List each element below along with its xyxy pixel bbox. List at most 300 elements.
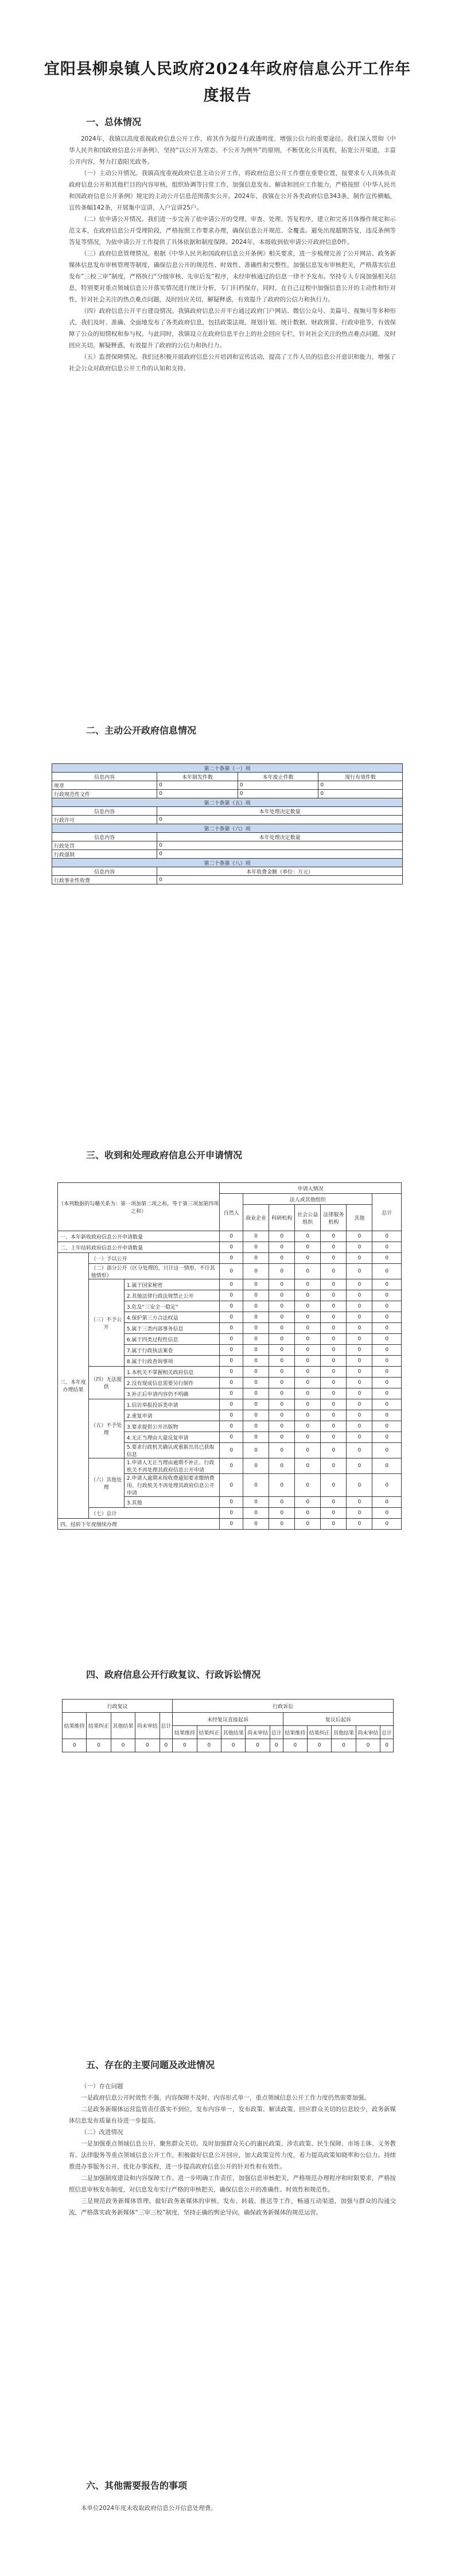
table-cell: 0 xyxy=(243,1458,269,1474)
section-6-body xyxy=(69,2503,396,2514)
table-cell: 0 xyxy=(347,1432,372,1443)
review-litigation-table xyxy=(62,1699,394,1752)
row-item-label: 5.要求行政机关确认或重新出具已获取信息 xyxy=(124,1443,219,1458)
row-item-label: 8.属于行政查询事项 xyxy=(124,1356,219,1367)
table-cell: 0 xyxy=(269,1410,295,1421)
table-cell: 0 xyxy=(243,1345,269,1356)
table-cell: 0 xyxy=(321,1356,347,1367)
table-cell: 0 xyxy=(220,1443,243,1458)
table-cell: 0 xyxy=(372,1432,402,1443)
table-cell: 0 xyxy=(321,1474,347,1497)
table-cell: 0 xyxy=(372,1279,402,1290)
table-cell: 0 xyxy=(269,1231,295,1242)
paragraph: 一是加强重点领域信息公开，聚焦群众关切。及时加强群众关心的惠民政策、涉农政策、民生保障、市场主体、义务教育、法律服务等重点领域信息公开工作，积极做好信息公开回应，加大政策宣传力度，着力提高政策知晓率和公信力。持续推进办事服务公开，优化办事流程，进一步提高政府信息公开的针对性和有效性。 xyxy=(69,2140,396,2170)
table-cell: 0 xyxy=(321,1421,347,1432)
table-cell: 0 xyxy=(372,1345,402,1356)
row-item-label: 7.属于行政执法案卷 xyxy=(124,1345,219,1356)
column-header: 其他结果 xyxy=(111,1713,135,1739)
table-cell: 0 xyxy=(243,1334,269,1345)
table-row xyxy=(58,1399,402,1410)
row-item-label: 3.其他 xyxy=(124,1497,219,1508)
table-cell: 0 xyxy=(220,1410,243,1421)
column-header: 结果纠正 xyxy=(87,1713,111,1739)
row-item-label: 1.信访举报投诉类申请 xyxy=(124,1399,219,1410)
table-cell: 0 xyxy=(347,1242,372,1253)
table-cell: 0 xyxy=(321,1508,347,1519)
table-cell: 0 xyxy=(321,1312,347,1323)
column-header: 总计 xyxy=(160,1713,173,1739)
section-6-heading: 六、其他需要报告的事项 xyxy=(86,2480,188,2491)
table-cell: 0 xyxy=(321,1290,347,1301)
table-cell: 0 xyxy=(347,1378,372,1388)
table-cell: 0 xyxy=(372,1356,402,1367)
table-cell: 0 xyxy=(220,1519,243,1530)
table-cell: 0 xyxy=(347,1367,372,1378)
table-cell: 0 xyxy=(243,1231,269,1242)
paragraph: 二是加强制度建设和内容保障工作。进一步明确工作责任，加强信息审核把关，严格规范办理程序和时限要求，严格按照信息审核发布制度，对信息发布实行严格的审核把关，确保信息公开的准确性、时效性和规范性。 xyxy=(69,2175,396,2193)
table-cell: 0 xyxy=(295,1264,321,1279)
paragraph: （五）监督保障情况。我们还积极开展政府信息公开培训和宣传活动，提高了工作人员的信息公开意识和能力，增强了社会公众对政府信息公开工作的认知和支持。 xyxy=(69,354,396,372)
paragraph: （三）政府信息管理情况。根据《中华人民共和国政府信息公开条例》相关要求，进一步梳理完善了公开网站、政务新媒体信息发布审核管理等制度，确保信息公开的规范性、时效性、准确性和完整性。加强信息发布审核把关，严格落实信息发布“三校三审”制度，严格执行“分级审核、先审后发”程序，未经审核通过的信息一律不予发布。坚持专人专岗加强相关信息，特别要对重点领域信息公开落实情况进行统计分析，专门归档保存，同时，在自己过程中加强信息公开的主动性和针对性，针对社会关注的热点难点问题，及时回应关切，解疑释惑，有效提升了政府的公信力和执行力。 xyxy=(69,250,396,303)
row-item-label: 3.补正后申请内容仍不明确 xyxy=(124,1388,219,1399)
table-row xyxy=(58,1242,402,1253)
column-header: 科研机构 xyxy=(269,1205,295,1231)
column-header: 结果维持 xyxy=(173,1726,197,1739)
table-cell: 0 xyxy=(321,1231,347,1242)
natural-person-header: 自然人 xyxy=(220,1194,243,1231)
table-cell: 0 xyxy=(295,1301,321,1312)
table-cell: 0 xyxy=(269,1432,295,1443)
table-cell: 0 xyxy=(243,1312,269,1323)
table-cell: 0 xyxy=(269,1443,295,1458)
table-cell: 0 xyxy=(220,1323,243,1334)
column-header: 总计 xyxy=(270,1726,283,1739)
table-cell: 0 xyxy=(243,1443,269,1458)
table-cell: 0 xyxy=(321,1345,347,1356)
section-1-heading: 一、总体情况 xyxy=(86,117,142,127)
table-cell: 0 xyxy=(347,1388,372,1399)
column-header: 信息内容 xyxy=(52,807,157,816)
table-cell: 0 xyxy=(321,1497,347,1508)
table-cell: 行政事业性收费 xyxy=(52,876,157,884)
table-cell: 0 xyxy=(332,1739,356,1752)
table-cell: 0 xyxy=(243,1253,269,1264)
column-header: 信息内容 xyxy=(52,867,157,876)
table-cell: 0 xyxy=(380,1739,394,1752)
table-cell: 0 xyxy=(347,1410,372,1421)
table-cell: 0 xyxy=(269,1279,295,1290)
table-row xyxy=(58,1264,402,1279)
row-subgroup-label: （四）无法提供 xyxy=(88,1367,124,1399)
table-cell: 0 xyxy=(111,1739,135,1752)
table-cell: 0 xyxy=(220,1432,243,1443)
table-cell: 0 xyxy=(372,1508,402,1519)
proactive-disclosure-table xyxy=(52,763,403,884)
table-cell: 0 xyxy=(347,1323,372,1334)
table-cell: 0 xyxy=(347,1312,372,1323)
after-review-header: 复议后起诉 xyxy=(283,1713,393,1726)
table-cell: 0 xyxy=(372,1253,402,1264)
table-cell: 0 xyxy=(220,1264,243,1279)
table-cell: 0 xyxy=(243,1367,269,1378)
section-5-body xyxy=(69,2081,396,2218)
table-cell: 0 xyxy=(220,1508,243,1519)
table-cell: 0 xyxy=(321,1410,347,1421)
table-cell: 0 xyxy=(347,1345,372,1356)
table-cell: 0 xyxy=(295,1443,321,1458)
table-cell: 0 xyxy=(220,1388,243,1399)
table-cell: 0 xyxy=(246,1739,270,1752)
table-cell: 0 xyxy=(269,1367,295,1378)
row-item-label: 5.属于三类内部事务信息 xyxy=(124,1323,219,1334)
table-cell: 0 xyxy=(157,781,238,790)
table-corner-note: （本列数据的勾稽关系为：第一项加第二项之和，等于第三项加第四项之和） xyxy=(58,1183,220,1231)
applicant-header: 申请人情况 xyxy=(220,1183,402,1194)
table-cell: 0 xyxy=(372,1378,402,1388)
paragraph: （一）主动公开情况。我镇高度重视政府信息主动公开工作，将政府信息公开工作摆在重要位置，按要求专人具体负责政府信息公开和其他栏目的内容审核，组织协调等日常工作，加强信息发布、解读和回应工作能力，严格按照《中华人民共和国政府信息公开条例》规定的主动公开信息范围落实公开。2024年，我镇在公开各类政府信息343条，制作宣传横幅，宣传条幅142条，开展集中宣讲，入户宣讲25户。 xyxy=(69,170,396,211)
table-cell: 0 xyxy=(372,1323,402,1334)
table-cell: 0 xyxy=(157,876,403,884)
table-cell: 0 xyxy=(347,1458,372,1474)
row-label: 四、结转下年度继续办理 xyxy=(58,1519,220,1530)
row-item-label: 1.本机关不掌握相关政府信息 xyxy=(124,1367,219,1378)
table-cell: 0 xyxy=(220,1301,243,1312)
table-cell: 0 xyxy=(243,1264,269,1279)
table-cell: 0 xyxy=(220,1399,243,1410)
column-header: 尚未审结 xyxy=(356,1726,380,1739)
table-cell: 0 xyxy=(372,1367,402,1378)
row-item-label: 3.危及“三安全一稳定” xyxy=(124,1301,219,1312)
table-cell: 0 xyxy=(220,1345,243,1356)
table-cell: 0 xyxy=(135,1739,160,1752)
table-cell: 0 xyxy=(372,1410,402,1421)
table-row xyxy=(58,1253,402,1264)
row-item-label: 1.申请人无正当理由逾期不补正、行政机关不再处理其政府信息公开申请 xyxy=(124,1458,219,1474)
column-header: 信息内容 xyxy=(52,833,157,841)
column-header: 社会公益组织 xyxy=(295,1205,321,1231)
table-cell: 0 xyxy=(321,1458,347,1474)
column-header: 结果维持 xyxy=(63,1713,87,1739)
table-cell: 0 xyxy=(197,1739,221,1752)
row-subgroup-label: （五）不予处理 xyxy=(88,1399,124,1458)
table-row xyxy=(58,1279,402,1290)
table-cell: 0 xyxy=(295,1497,321,1508)
table-cell: 0 xyxy=(347,1356,372,1367)
total-header: 总计 xyxy=(372,1194,402,1231)
table-cell: 0 xyxy=(269,1334,295,1345)
table-cell: 0 xyxy=(372,1497,402,1508)
table-cell: 0 xyxy=(347,1253,372,1264)
row-label: 二、上年结转政府信息公开申请数量 xyxy=(58,1242,220,1253)
table-cell: 0 xyxy=(269,1388,295,1399)
table-cell: 0 xyxy=(269,1458,295,1474)
table-cell: 0 xyxy=(372,1474,402,1497)
table-cell: 0 xyxy=(243,1356,269,1367)
table-cell: 0 xyxy=(372,1443,402,1458)
row-subgroup-label: （六）其他处理 xyxy=(88,1458,124,1508)
table-cell: 0 xyxy=(321,1388,347,1399)
table-cell: 行政处罚 xyxy=(52,841,157,850)
row-item-label: 6.属于四类过程性信息 xyxy=(124,1334,219,1345)
paragraph: 三是规范政务新媒体管理。做好政务新媒体的审核、发布、转载、推送等工作，畅通互动渠道，加强与群众的沟通交流，严格落实政务新媒体“三审三校”制度，坚持正确的舆论导向，确保政务新媒体的规范运营。 xyxy=(69,2198,396,2216)
table-cell: 0 xyxy=(220,1253,243,1264)
paragraph: （二）依申请公开情况。我们进一步完善了依申请公开的受理、审查、处理、答复程序，建立和完善具体操作规定和示范文本，在政府信息公开受理阶段，严格按照工作要求办理，确保信息公开规范、全覆盖。避免出现超期答复，违反条例等答复等情况，为依申请公开工作提供了具体依据和制度保障。2024年，本级收到依申请公开政府信息0件。 xyxy=(69,216,396,246)
row-item-label: 2.重复申请 xyxy=(124,1410,219,1421)
table-cell: 0 xyxy=(269,1508,295,1519)
table-cell: 0 xyxy=(157,790,238,798)
table-cell: 0 xyxy=(295,1312,321,1323)
table-cell: 0 xyxy=(220,1231,243,1242)
table-cell: 0 xyxy=(238,790,318,798)
table-cell: 0 xyxy=(243,1290,269,1301)
table-cell: 0 xyxy=(372,1334,402,1345)
table-cell: 0 xyxy=(220,1367,243,1378)
column-header: 结果维持 xyxy=(283,1726,307,1739)
table-cell: 0 xyxy=(220,1279,243,1290)
table-cell: 0 xyxy=(220,1334,243,1345)
row-item-label: 2.没有现成信息需要另行制作 xyxy=(124,1378,219,1388)
row-item-label: 2.申请人逾期未按收费通知要求缴纳费用、行政机关不再处理其政府信息公开申请 xyxy=(124,1474,219,1497)
table-cell: 0 xyxy=(173,1739,197,1752)
table-cell: 0 xyxy=(269,1519,295,1530)
table-cell: 0 xyxy=(295,1474,321,1497)
column-header: 商业企业 xyxy=(243,1205,269,1231)
table-cell: 0 xyxy=(321,1279,347,1290)
table-cell: 0 xyxy=(295,1323,321,1334)
table-cell: 0 xyxy=(295,1519,321,1530)
table-cell: 0 xyxy=(347,1421,372,1432)
table-cell: 0 xyxy=(220,1290,243,1301)
table-cell: 0 xyxy=(295,1242,321,1253)
table-cell: 行政强制 xyxy=(52,850,157,859)
column-header: 其他 xyxy=(347,1205,372,1231)
row-subgroup-label: （一）予以公开 xyxy=(88,1253,220,1264)
table-cell: 0 xyxy=(372,1264,402,1279)
table-cell: 0 xyxy=(157,841,403,850)
column-header: 其他结果 xyxy=(221,1726,246,1739)
table-cell: 0 xyxy=(269,1290,295,1301)
table-cell: 0 xyxy=(269,1301,295,1312)
table-cell: 0 xyxy=(295,1290,321,1301)
table-cell: 0 xyxy=(347,1264,372,1279)
table-cell: 0 xyxy=(243,1242,269,1253)
column-header: 本年废止件数 xyxy=(238,773,318,781)
table-cell: 0 xyxy=(372,1421,402,1432)
table-cell: 0 xyxy=(295,1279,321,1290)
table-cell: 0 xyxy=(347,1290,372,1301)
table-cell: 0 xyxy=(347,1519,372,1530)
table-cell: 0 xyxy=(270,1739,283,1752)
table-cell: 0 xyxy=(347,1508,372,1519)
table-cell: 0 xyxy=(372,1388,402,1399)
column-header: 现行有效件数 xyxy=(318,773,403,781)
table-cell: 0 xyxy=(295,1231,321,1242)
table-cell: 0 xyxy=(295,1253,321,1264)
table-cell: 0 xyxy=(321,1432,347,1443)
column-header: 结果纠正 xyxy=(197,1726,221,1739)
table-cell: 0 xyxy=(243,1474,269,1497)
table-row xyxy=(58,1458,402,1474)
table-row xyxy=(58,1367,402,1378)
table-cell: 0 xyxy=(269,1399,295,1410)
table-row xyxy=(58,1231,402,1242)
paragraph: （四）政府信息公开平台建设情况。我镇政府信息公开平台通过政府门户网站、微信公众号、美篇号、视频号等多种形式，我们及时、准确、全面地发布了各类政府信息，包括政策法规、规划计划、统计数据、财政预算、行政审批等，有效保障了公众的知情权和参与权。与此同时，我镇设立在政府信息平台上的社会回应专栏，针对社会关注的热点难点问题，及时回应关切，解疑释惑，有效提升了政府的公信力和执行力。 xyxy=(69,308,396,349)
table-cell: 0 xyxy=(220,1458,243,1474)
litigation-header: 行政诉讼 xyxy=(173,1700,394,1713)
table-cell: 0 xyxy=(321,1378,347,1388)
table-cell: 0 xyxy=(372,1312,402,1323)
table-cell: 行政许可 xyxy=(52,816,157,824)
table-cell: 0 xyxy=(321,1301,347,1312)
table-cell: 0 xyxy=(295,1421,321,1432)
column-header: 本年收费金额（单位：万元） xyxy=(157,867,403,876)
table-cell: 0 xyxy=(243,1508,269,1519)
table-cell: 0 xyxy=(321,1519,347,1530)
table-cell: 0 xyxy=(157,816,403,824)
table-cell: 0 xyxy=(243,1410,269,1421)
table-cell: 0 xyxy=(321,1242,347,1253)
application-handling-table xyxy=(57,1182,402,1530)
table-cell: 0 xyxy=(347,1497,372,1508)
section-1-body xyxy=(69,133,396,374)
table-cell: 0 xyxy=(221,1739,246,1752)
table-cell: 0 xyxy=(220,1356,243,1367)
table-cell: 0 xyxy=(372,1458,402,1474)
table-cell: 0 xyxy=(347,1334,372,1345)
table-cell: 0 xyxy=(318,790,403,798)
table-cell: 0 xyxy=(347,1231,372,1242)
table-cell: 0 xyxy=(269,1264,295,1279)
table-cell: 0 xyxy=(321,1334,347,1345)
row-subgroup-label: （三）不予公开 xyxy=(88,1279,124,1367)
paragraph: 2024年，我镇以高度重视政府信息公开工作，将其作为提升行政透明度、增强公信力的重要途径。我们深入贯彻《中华人民共和国政府信息公开条例》，坚持“以公开为常态、不公开为例外”的原则，不断优化公开流程，拓宽公开渠道，丰富公开内容，努力打造阳光政务。 xyxy=(69,135,396,165)
table-section-header: 第二十条第（一）项 xyxy=(52,764,403,773)
table-cell: 0 xyxy=(295,1334,321,1345)
paragraph: 二是政务新媒体运营监管责任落实不到位，发布内容单一，发布政策、解读政策、回应群众关切的信息较少，政务新媒体信息发布质量有待进一步提高。 xyxy=(69,2106,396,2124)
table-cell: 0 xyxy=(243,1301,269,1312)
table-cell: 0 xyxy=(318,781,403,790)
table-cell: 0 xyxy=(243,1497,269,1508)
table-cell: 0 xyxy=(372,1399,402,1410)
section-5-heading: 五、存在的主要问题及改进情况 xyxy=(86,2059,215,2070)
section-2-heading: 二、主动公开政府信息情况 xyxy=(86,725,197,736)
table-cell: 0 xyxy=(269,1312,295,1323)
table-section-header: 第二十条第（八）项 xyxy=(52,859,403,867)
paragraph: 本单位2024年度未收取政府信息公开信息处理费。 xyxy=(81,2505,217,2512)
table-cell: 0 xyxy=(356,1739,380,1752)
table-cell: 0 xyxy=(372,1290,402,1301)
table-cell: 0 xyxy=(295,1399,321,1410)
row-item-label: 1.属于国家秘密 xyxy=(124,1279,219,1290)
table-cell: 0 xyxy=(220,1312,243,1323)
row-item-label: 2.其他法律行政法规禁止公开 xyxy=(124,1290,219,1301)
table-cell: 0 xyxy=(243,1421,269,1432)
table-cell: 0 xyxy=(269,1497,295,1508)
column-header: 信息内容 xyxy=(52,773,157,781)
table-cell: 0 xyxy=(295,1378,321,1388)
direct-suit-header: 未经复议直接起诉 xyxy=(173,1713,283,1726)
table-cell: 0 xyxy=(372,1301,402,1312)
column-header: 本年处理决定数量 xyxy=(157,807,403,816)
table-cell: 0 xyxy=(220,1378,243,1388)
column-header: 其他结果 xyxy=(332,1726,356,1739)
table-cell: 0 xyxy=(220,1242,243,1253)
table-cell: 0 xyxy=(238,781,318,790)
table-row xyxy=(58,1519,402,1530)
table-cell: 0 xyxy=(220,1497,243,1508)
row-group-label: 三、本年度办理结果 xyxy=(58,1253,89,1519)
table-cell: 0 xyxy=(269,1421,295,1432)
section-4-heading: 四、政府信息公开行政复议、行政诉讼情况 xyxy=(86,1669,261,1680)
table-cell: 0 xyxy=(87,1739,111,1752)
table-cell: 0 xyxy=(283,1739,307,1752)
table-cell: 0 xyxy=(295,1508,321,1519)
table-cell: 0 xyxy=(321,1443,347,1458)
column-header: 本年处理决定数量 xyxy=(157,833,403,841)
table-cell: 0 xyxy=(243,1378,269,1388)
table-cell: 0 xyxy=(269,1253,295,1264)
table-cell: 0 xyxy=(269,1356,295,1367)
table-cell: 0 xyxy=(243,1432,269,1443)
table-cell: 0 xyxy=(295,1458,321,1474)
table-cell: 0 xyxy=(347,1443,372,1458)
table-cell: 0 xyxy=(269,1378,295,1388)
table-cell: 0 xyxy=(295,1388,321,1399)
column-header: 尚未审结 xyxy=(135,1713,160,1739)
column-header: 结果纠正 xyxy=(308,1726,332,1739)
table-cell: 0 xyxy=(220,1421,243,1432)
table-cell: 0 xyxy=(321,1367,347,1378)
table-cell: 0 xyxy=(63,1739,87,1752)
table-cell: 0 xyxy=(243,1519,269,1530)
legal-entity-header: 法人或其他组织 xyxy=(243,1194,372,1205)
table-row xyxy=(58,1508,402,1519)
table-cell: 0 xyxy=(295,1345,321,1356)
column-header: 尚未审结 xyxy=(246,1726,270,1739)
table-cell: 0 xyxy=(295,1356,321,1367)
table-cell: 0 xyxy=(308,1739,332,1752)
paragraph: （一）存在问题 xyxy=(81,2083,123,2090)
row-label: 一、本年新收政府信息公开申请数量 xyxy=(58,1231,220,1242)
table-cell: 0 xyxy=(372,1519,402,1530)
table-cell: 0 xyxy=(243,1388,269,1399)
column-header: 法律服务机构 xyxy=(321,1205,347,1231)
report-title: 宜阳县柳泉镇人民政府2024年政府信息公开工作年度报告 xyxy=(44,60,411,104)
table-cell: 0 xyxy=(347,1279,372,1290)
table-cell: 0 xyxy=(243,1279,269,1290)
table-cell: 0 xyxy=(295,1410,321,1421)
paragraph: 一是政府信息公开时效性不强，内容保障不及时、内容形式单一，重点领域信息公开工作力度仍然需要加强。 xyxy=(81,2094,370,2101)
table-cell: 0 xyxy=(269,1345,295,1356)
table-cell: 行政规范性文件 xyxy=(52,790,157,798)
table-cell: 0 xyxy=(243,1323,269,1334)
paragraph: （二）改进情况 xyxy=(81,2129,123,2136)
table-section-header: 第二十条第（六）项 xyxy=(52,824,403,833)
table-cell: 0 xyxy=(269,1474,295,1497)
section-3-heading: 三、收到和处理政府信息公开申请情况 xyxy=(86,1150,243,1161)
table-cell: 0 xyxy=(321,1264,347,1279)
table-cell: 0 xyxy=(372,1231,402,1242)
table-cell: 0 xyxy=(295,1432,321,1443)
table-cell: 0 xyxy=(347,1301,372,1312)
row-subgroup-label: （七）总计 xyxy=(88,1508,220,1519)
row-item-label: 4.保护第三方合法权益 xyxy=(124,1312,219,1323)
column-header: 本年制发件数 xyxy=(157,773,238,781)
row-subgroup-label: （二）部分公开（区分处理的，只计这一情形，不计其他情形） xyxy=(88,1264,220,1279)
table-cell: 0 xyxy=(295,1367,321,1378)
table-cell: 0 xyxy=(321,1253,347,1264)
column-header: 总计 xyxy=(380,1726,394,1739)
